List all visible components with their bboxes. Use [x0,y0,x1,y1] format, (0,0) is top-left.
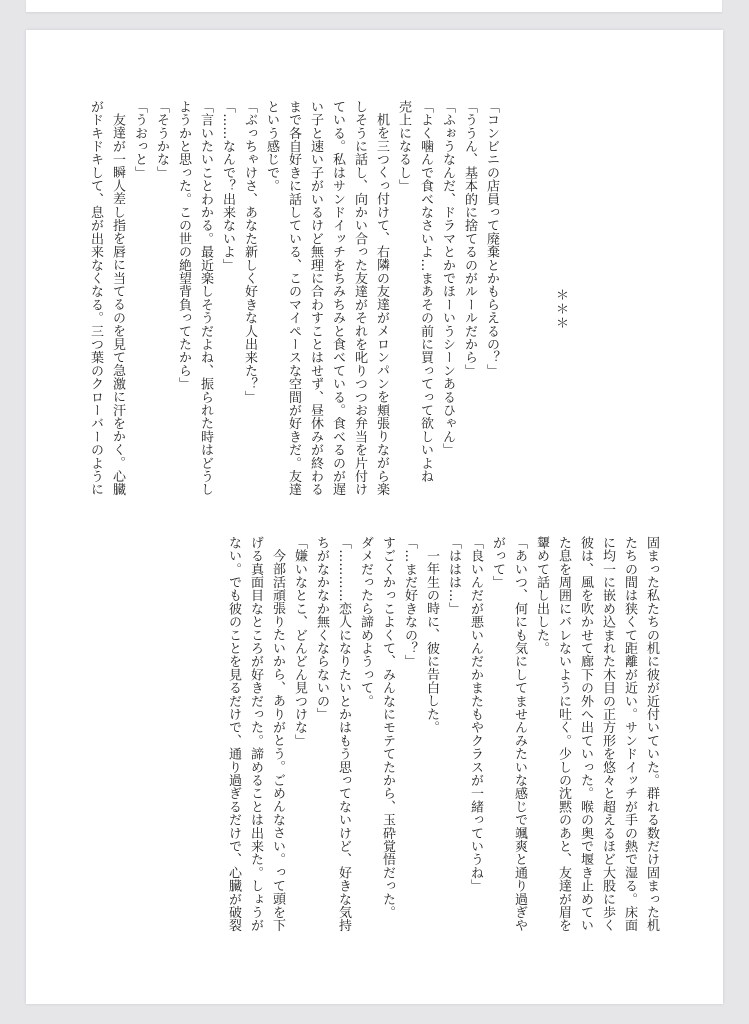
text-line: 友達が一瞬人差し指を唇に当てるのを見て急激に汗をかく。心臓 [110,113,125,496]
text-line: しそうに話し、向かい合った友達がそれを叱りつつお弁当を片付け [352,100,367,496]
text-line: 「ははは…」 [446,536,461,616]
text-line: ようかと思った。この世の絶望背負ってたから」 [176,100,191,391]
text-line: 「よく噛んで食べなさいよ…まあその前に買ってって欲しいよね [418,100,433,483]
text-line: すごくかっこよくて、みんなにモテてたから、玉砕覚悟だった。 [380,536,395,919]
text-line: 「ふぉうなんだ、ドラマとかでほーいうシーンあるひゃん」 [440,100,455,457]
text-line: た息を周囲にバレないように吐く。少しの沈黙のあと、友達が眉を [556,536,571,932]
text-line: 「…まだ好きなの？」 [402,536,417,668]
section-separator: ＊＊＊ [553,288,568,330]
text-line: ない。でも彼のことを見るだけで、通り過ぎるだけで、心臓が破裂 [226,536,241,932]
text-line: 彼は、風を吹かせて廊下の外へ出ていった。喉の奥で堰き止めてい [578,536,593,932]
text-line: 「うおっと」 [132,100,147,180]
text-line: がって」 [490,536,505,589]
text-line: 机を三つくっ付けて、右隣の友達がメロンパンを頬張りながら楽 [374,113,389,496]
text-line: まで各自好きに話している、このマイペースな空間が好きだ。友達 [286,100,301,496]
text-line: たちの間は狭くて距離が近い。サンドイッチが手の熱で湿る。床面 [622,536,637,932]
text-line: 「あいつ、何にも気にしてませんみたいな感じで颯爽と通り過ぎや [512,536,527,932]
text-line: 顰めて話し出した。 [534,536,549,655]
text-line: 「そうかな」 [154,100,169,180]
text-line: 「良いんだが悪いんだかまたもやクラスが一緒っていうね」 [468,536,483,893]
text-line: 「ぶっちゃけさ、あなた新しく好きな人出来た？」 [242,100,257,404]
text-line: 「コンビニの店員って廃棄とかもらえるの？」 [484,100,499,378]
text-line: 「ううん、基本的に捨てるのがルールだから」 [462,100,477,378]
text-line: 今部活頑張りたいから、ありがとう。ごめんなさい。って頭を下 [270,549,285,932]
top-text-block [88,100,502,540]
text-line: 一年生の時に、彼に告白した。 [424,549,439,734]
text-line: げる真面目なところが好きだった。諦めることは出来た。しょうが [248,536,263,932]
text-line: がドキドキして、息が出来なくなる。三つ葉のクローバーのように [88,100,103,496]
text-line: 固まった私たちの机に彼が近付いていた。群れる数だけ固まった机 [644,536,659,932]
text-line: い子と速い子がいるけど無理に合わすことはせず、昼休みが終わる [308,100,323,496]
text-line: ている。私はサンドイッチをちみちみと食べている。食べるのが遅 [330,100,345,496]
book-page [26,30,723,1004]
text-line: ちがなかなか無くならないの」 [314,536,329,721]
text-line: という感じで。 [264,100,279,193]
text-line: 「…………恋人になりたいとかはもう思ってないけど、好きな気持 [336,536,351,932]
previous-page-edge [26,0,722,12]
text-line: に均一に嵌め込まれた木目の正方形を悠々と超えるほど大股に歩く [600,536,615,932]
text-line: 「言いたいことわかる。最近楽しそうだよね、振られた時はどうし [198,100,213,496]
text-line: 売上になるし」 [396,100,411,193]
bottom-text-block [142,536,662,976]
text-line: 「……なんで？出来ないよ」 [220,100,235,272]
text-line: ダメだったら諦めようって。 [358,536,373,708]
text-line: 「嫌いなとこ、どんどん見つけな」 [292,536,307,748]
